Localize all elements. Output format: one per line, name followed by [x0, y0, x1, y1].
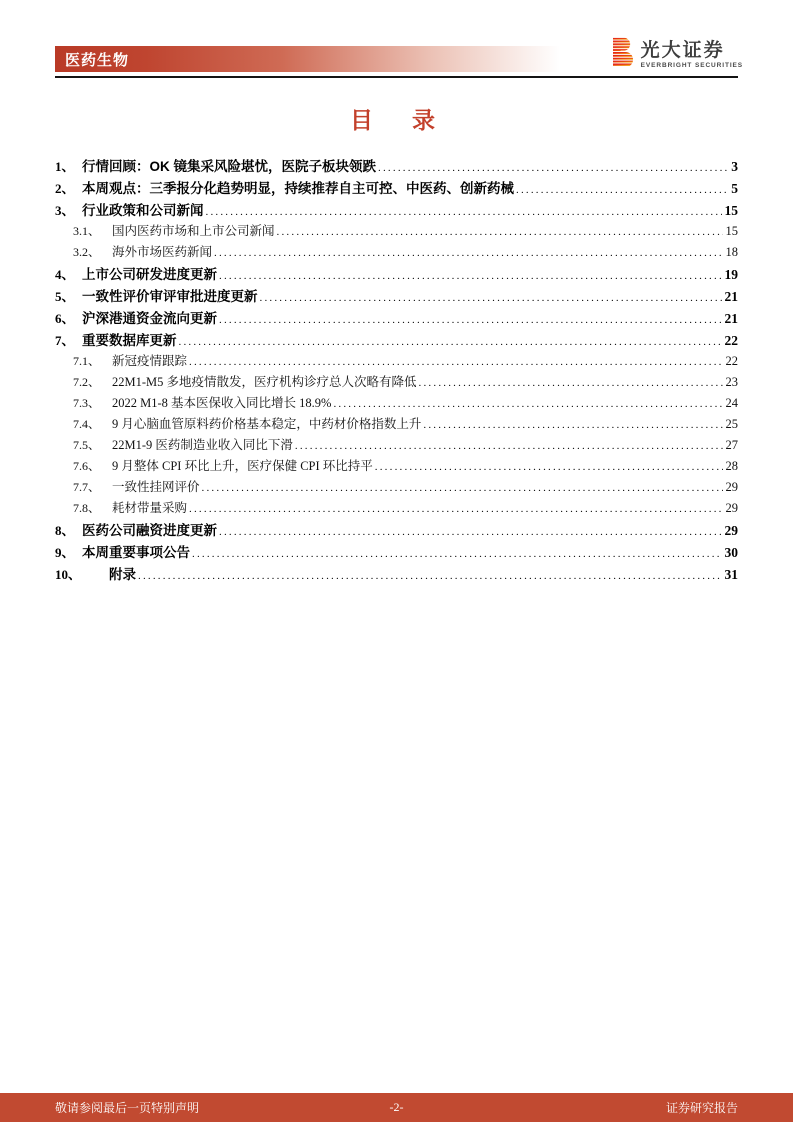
toc-item-label: 行情回顾：OK 镜集采风险堪忧，医院子板块领跌 — [82, 159, 377, 174]
toc-item-page: 21 — [724, 311, 738, 326]
toc-dot-leader — [206, 203, 722, 218]
toc-dot-leader — [378, 159, 728, 174]
toc-dot-leader — [219, 311, 722, 326]
toc-item-number: 7、 — [55, 333, 75, 348]
toc-item-label: 行业政策和公司新闻 — [82, 203, 204, 218]
toc-item-label: 附录 — [109, 567, 136, 582]
toc-dot-leader — [214, 245, 722, 260]
toc-item-label: 22M1-M5 多地疫情散发，医疗机构诊疗总人次略有降低 — [112, 375, 417, 389]
toc-item-page: 28 — [725, 459, 738, 473]
toc-item[interactable] — [55, 155, 738, 177]
toc-item-number: 4、 — [55, 267, 75, 282]
toc-dot-leader — [179, 333, 722, 348]
toc-item[interactable] — [55, 177, 738, 199]
toc-item-number: 9、 — [55, 545, 75, 560]
toc-item-number: 7.2、 — [73, 375, 101, 389]
toc-list — [55, 155, 738, 585]
everbright-logo-icon — [613, 37, 634, 73]
toc-item[interactable] — [55, 498, 738, 519]
brand-name-cn: 光大证券 — [640, 40, 725, 61]
toc-item-label: 9 月整体 CPI 环比上升，医疗保健 CPI 环比持平 — [112, 459, 373, 473]
footer-page-number: -2- — [389, 1100, 404, 1114]
toc-item[interactable] — [55, 477, 738, 498]
toc-item-page: 15 — [724, 203, 738, 218]
toc-item-page: 15 — [725, 224, 738, 238]
toc-item-label: 一致性评价审评审批进度更新 — [82, 289, 258, 304]
toc-item-number: 5、 — [55, 289, 75, 304]
toc-item[interactable] — [55, 414, 738, 435]
toc-item-label: 国内医药市场和上市公司新闻 — [112, 224, 275, 238]
toc-dot-leader — [219, 267, 722, 282]
toc-item-number: 7.4、 — [73, 417, 101, 431]
toc-item-page: 29 — [725, 501, 738, 515]
toc-item-page: 18 — [725, 245, 738, 259]
footer-bar — [0, 1093, 793, 1122]
toc-item[interactable] — [55, 221, 738, 242]
toc-dot-leader — [333, 396, 722, 411]
toc-item-page: 3 — [731, 159, 738, 174]
toc-item-number: 7.5、 — [73, 438, 101, 452]
brand-logo — [613, 37, 743, 73]
toc-dot-leader — [423, 417, 722, 432]
toc-dot-leader — [277, 224, 723, 239]
toc-item-number: 7.6、 — [73, 459, 101, 473]
toc-dot-leader — [189, 354, 722, 369]
toc-item-label: 医药公司融资进度更新 — [82, 523, 217, 538]
toc-item-number: 3.2、 — [73, 245, 101, 259]
toc-item-label: 上市公司研发进度更新 — [82, 267, 217, 282]
toc-item-page: 29 — [725, 480, 738, 494]
toc-item[interactable] — [55, 329, 738, 351]
toc-item[interactable] — [55, 519, 738, 541]
toc-item-number: 10、 — [55, 567, 82, 582]
toc-item[interactable] — [55, 435, 738, 456]
toc-item-number: 8、 — [55, 523, 75, 538]
toc-item-page: 25 — [725, 417, 738, 431]
toc-item-number: 7.8、 — [73, 501, 101, 515]
toc-item-label: 本周观点：三季报分化趋势明显，持续推荐自主可控、中医药、创新药械 — [82, 181, 514, 196]
toc-item-label: 重要数据库更新 — [82, 333, 177, 348]
toc-item-page: 31 — [724, 567, 738, 582]
toc-dot-leader — [138, 567, 722, 582]
toc-item-page: 21 — [724, 289, 738, 304]
header-divider — [55, 76, 738, 78]
toc-item-label: 耗材带量采购 — [112, 501, 188, 515]
toc-item-number: 7.7、 — [73, 480, 101, 494]
footer-disclaimer: 敬请参阅最后一页特别声明 — [55, 1101, 200, 1115]
toc-item-label: 2022 M1-8 基本医保收入同比增长 18.9% — [112, 396, 332, 410]
toc-item-number: 2、 — [55, 181, 75, 196]
toc-item-page: 22 — [725, 354, 738, 368]
toc-dot-leader — [375, 459, 723, 474]
toc-dot-leader — [189, 501, 722, 516]
toc-item-label: 本周重要事项公告 — [82, 545, 190, 560]
toc-item[interactable] — [55, 351, 738, 372]
toc-item-page: 27 — [725, 438, 738, 452]
toc-item-label: 新冠疫情跟踪 — [112, 354, 188, 368]
footer-report-type: 证券研究报告 — [665, 1101, 738, 1115]
toc-item[interactable] — [55, 456, 738, 477]
toc-dot-leader — [419, 375, 723, 390]
toc-item[interactable] — [55, 199, 738, 221]
toc-item-label: 沪深港通资金流向更新 — [82, 311, 217, 326]
toc-item-number: 1、 — [55, 159, 75, 174]
brand-name-en: EVERBRIGHT SECURITIES — [640, 62, 743, 69]
toc-item[interactable] — [55, 372, 738, 393]
toc-dot-leader — [516, 181, 728, 196]
toc-item-label: 海外市场医药新闻 — [112, 245, 213, 259]
toc-dot-leader — [260, 289, 722, 304]
toc-item[interactable] — [55, 393, 738, 414]
toc-dot-leader — [192, 545, 722, 560]
toc-item[interactable] — [55, 307, 738, 329]
toc-item-number: 6、 — [55, 311, 75, 326]
toc-dot-leader — [202, 480, 723, 495]
header-category-label: 医药生物 — [65, 51, 130, 69]
toc-item-page: 5 — [731, 181, 738, 196]
toc-title: 目 录 — [350, 107, 443, 133]
toc-item-number: 7.3、 — [73, 396, 101, 410]
toc-item-page: 30 — [724, 545, 738, 560]
toc-item-label: 9 月心脑血管原料药价格基本稳定，中药材价格指数上升 — [112, 417, 422, 431]
toc-item-page: 19 — [724, 267, 738, 282]
toc-item[interactable] — [55, 541, 738, 563]
toc-item-number: 3.1、 — [73, 224, 101, 238]
toc-item-number: 3、 — [55, 203, 75, 218]
toc-item-page: 24 — [725, 396, 738, 410]
header-category-bar — [55, 46, 560, 72]
toc-item-label: 一致性挂网评价 — [112, 480, 200, 494]
toc-item-page: 29 — [724, 523, 738, 538]
toc-item-page: 23 — [725, 375, 738, 389]
toc-item-page: 22 — [724, 333, 738, 348]
toc-item-number: 7.1、 — [73, 354, 101, 368]
toc-item-label: 22M1-9 医药制造业收入同比下滑 — [112, 438, 293, 452]
toc-item[interactable] — [55, 285, 738, 307]
toc-item[interactable] — [55, 242, 738, 263]
brand-logo-text — [641, 41, 743, 69]
toc-dot-leader — [295, 438, 723, 453]
toc-item[interactable] — [55, 563, 738, 585]
toc-item[interactable] — [55, 263, 738, 285]
toc-dot-leader — [219, 523, 722, 538]
